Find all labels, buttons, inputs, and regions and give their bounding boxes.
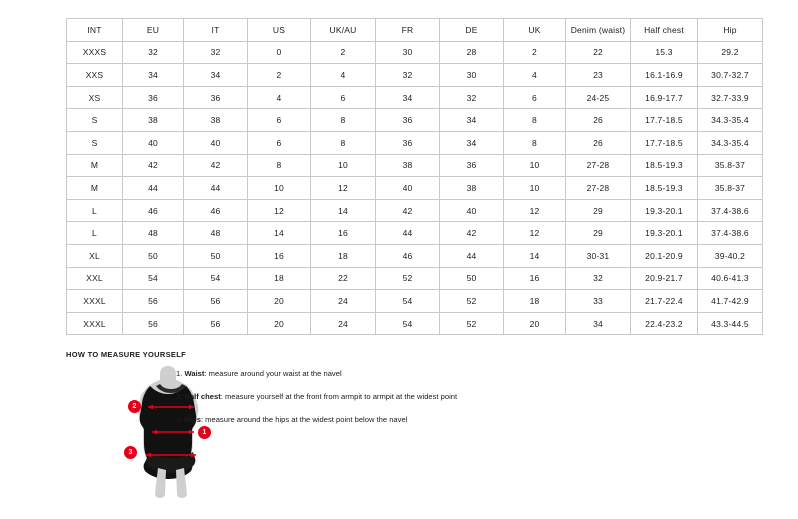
table-cell: 30-31 [566, 244, 631, 267]
table-cell: 16.1-16.9 [631, 64, 698, 87]
table-header-cell: UK [504, 19, 566, 42]
table-cell: 23 [566, 64, 631, 87]
table-header-cell: INT [67, 19, 123, 42]
table-cell: 6 [248, 109, 311, 132]
table-row [67, 267, 763, 290]
table-cell: M [67, 177, 123, 200]
table-cell: 36 [376, 131, 440, 154]
table-cell: M [67, 154, 123, 177]
table-header-cell: UK/AU [311, 19, 376, 42]
table-cell: 10 [248, 177, 311, 200]
measure-bullet-2: 2 [128, 400, 141, 413]
table-cell: 22 [311, 267, 376, 290]
table-cell: 42 [440, 222, 504, 245]
table-cell: 44 [440, 244, 504, 267]
table-cell: S [67, 131, 123, 154]
table-cell: 52 [440, 290, 504, 313]
table-cell: 10 [504, 154, 566, 177]
table-cell: 50 [440, 267, 504, 290]
table-cell: 2 [311, 41, 376, 64]
table-cell: 18 [311, 244, 376, 267]
table-cell: 24-25 [566, 86, 631, 109]
table-row [67, 154, 763, 177]
table-header-cell: US [248, 19, 311, 42]
table-cell: 18 [504, 290, 566, 313]
table-cell: 34 [440, 131, 504, 154]
table-cell: XS [67, 86, 123, 109]
table-cell: 34 [123, 64, 184, 87]
table-cell: 37.4-38.6 [698, 222, 763, 245]
table-cell: 44 [376, 222, 440, 245]
table-cell: 50 [184, 244, 248, 267]
table-cell: 54 [376, 290, 440, 313]
measure-instruction-text: : measure yourself at the front from armpit to armpit at the widest point [220, 392, 458, 401]
table-cell: 56 [123, 290, 184, 313]
table-cell: 19.3-20.1 [631, 222, 698, 245]
table-cell: 36 [440, 154, 504, 177]
table-cell: 35.8-37 [698, 177, 763, 200]
table-cell: 27-28 [566, 177, 631, 200]
table-cell: 48 [184, 222, 248, 245]
table-cell: 54 [123, 267, 184, 290]
size-chart-table-container [66, 18, 749, 335]
table-cell: 56 [184, 290, 248, 313]
table-cell: 54 [184, 267, 248, 290]
table-cell: 41.7-42.9 [698, 290, 763, 313]
table-cell: 8 [504, 131, 566, 154]
measure-instruction-term: Waist [184, 369, 205, 378]
table-cell: 29.2 [698, 41, 763, 64]
table-cell: 14 [504, 244, 566, 267]
measure-instruction-term: Hips [184, 415, 201, 424]
table-header-cell: DE [440, 19, 504, 42]
table-cell: 43.3-44.5 [698, 312, 763, 335]
table-header-row [67, 19, 763, 42]
table-cell: XXL [67, 267, 123, 290]
table-cell: 12 [311, 177, 376, 200]
table-cell: 32.7-33.9 [698, 86, 763, 109]
table-cell: 42 [376, 199, 440, 222]
table-cell: 36 [184, 86, 248, 109]
table-cell: S [67, 109, 123, 132]
measure-bullet-1: 1 [198, 426, 211, 439]
table-cell: 40 [184, 131, 248, 154]
table-cell: 35.8-37 [698, 154, 763, 177]
table-cell: 37.4-38.6 [698, 199, 763, 222]
table-cell: 2 [504, 41, 566, 64]
measure-instruction [176, 391, 696, 402]
table-cell: 12 [504, 222, 566, 245]
table-cell: 34 [376, 86, 440, 109]
table-cell: 29 [566, 222, 631, 245]
table-row [67, 199, 763, 222]
size-chart-table [66, 18, 763, 335]
measure-instruction-text: : measure around the hips at the widest point below the navel [200, 415, 408, 424]
table-header-cell: Hip [698, 19, 763, 42]
table-cell: 18.5-19.3 [631, 177, 698, 200]
measure-instruction-number: 1. [176, 369, 183, 378]
measure-instruction [176, 368, 696, 379]
measure-instruction-text: : measure around your waist at the navel [204, 369, 342, 378]
table-cell: 24 [311, 290, 376, 313]
table-cell: 46 [376, 244, 440, 267]
table-cell: 30.7-32.7 [698, 64, 763, 87]
table-cell: 44 [123, 177, 184, 200]
table-cell: 16 [504, 267, 566, 290]
table-cell: 0 [248, 41, 311, 64]
table-cell: 26 [566, 131, 631, 154]
table-cell: 32 [440, 86, 504, 109]
table-cell: 52 [376, 267, 440, 290]
table-cell: 56 [184, 312, 248, 335]
table-header-cell: FR [376, 19, 440, 42]
table-cell: 34 [440, 109, 504, 132]
table-cell: 22 [566, 41, 631, 64]
table-cell: 40.6-41.3 [698, 267, 763, 290]
table-cell: 40 [440, 199, 504, 222]
table-cell: 8 [248, 154, 311, 177]
table-cell: 21.7-22.4 [631, 290, 698, 313]
table-row [67, 290, 763, 313]
table-cell: 42 [184, 154, 248, 177]
table-cell: 8 [311, 109, 376, 132]
table-cell: 27-28 [566, 154, 631, 177]
table-cell: 30 [440, 64, 504, 87]
table-cell: 44 [184, 177, 248, 200]
how-to-measure-title: HOW TO MEASURE YOURSELF [66, 350, 186, 359]
table-cell: 46 [184, 199, 248, 222]
table-cell: 4 [311, 64, 376, 87]
measure-instructions-list [176, 368, 696, 437]
table-row [67, 177, 763, 200]
table-cell: 18.5-19.3 [631, 154, 698, 177]
table-cell: 20 [504, 312, 566, 335]
table-cell: 6 [311, 86, 376, 109]
table-cell: 22.4-23.2 [631, 312, 698, 335]
table-row [67, 109, 763, 132]
measure-instruction-number: 3. [176, 415, 183, 424]
table-row [67, 312, 763, 335]
table-cell: 36 [376, 109, 440, 132]
table-cell: 38 [376, 154, 440, 177]
table-header-cell: Denim (waist) [566, 19, 631, 42]
table-row [67, 131, 763, 154]
table-cell: 50 [123, 244, 184, 267]
table-cell: XXXS [67, 41, 123, 64]
table-cell: 19.3-20.1 [631, 199, 698, 222]
table-cell: 20 [248, 312, 311, 335]
how-to-measure-block [66, 364, 732, 504]
table-cell: 8 [504, 109, 566, 132]
table-cell: 48 [123, 222, 184, 245]
table-cell: 38 [123, 109, 184, 132]
table-cell: 32 [376, 64, 440, 87]
measure-instruction [176, 414, 696, 425]
table-cell: 17.7-18.5 [631, 109, 698, 132]
table-cell: 32 [184, 41, 248, 64]
table-cell: 10 [504, 177, 566, 200]
table-cell: 8 [311, 131, 376, 154]
table-cell: 32 [123, 41, 184, 64]
table-cell: 26 [566, 109, 631, 132]
table-row [67, 64, 763, 87]
table-cell: 17.7-18.5 [631, 131, 698, 154]
table-row [67, 222, 763, 245]
table-cell: 4 [504, 64, 566, 87]
table-cell: 16.9-17.7 [631, 86, 698, 109]
table-cell: 16 [248, 244, 311, 267]
table-cell: L [67, 199, 123, 222]
table-cell: 28 [440, 41, 504, 64]
table-cell: 16 [311, 222, 376, 245]
table-cell: 6 [504, 86, 566, 109]
table-cell: 6 [248, 131, 311, 154]
measure-instruction-number: 2. [176, 392, 183, 401]
table-cell: XXXL [67, 290, 123, 313]
table-cell: 34 [184, 64, 248, 87]
table-cell: 40 [123, 131, 184, 154]
table-cell: XXS [67, 64, 123, 87]
table-cell: 2 [248, 64, 311, 87]
measure-instruction-term: Half chest [184, 392, 221, 401]
table-cell: 20.9-21.7 [631, 267, 698, 290]
table-cell: 34 [566, 312, 631, 335]
table-cell: 34.3-35.4 [698, 131, 763, 154]
table-cell: 33 [566, 290, 631, 313]
table-cell: 56 [123, 312, 184, 335]
table-cell: 20.1-20.9 [631, 244, 698, 267]
table-cell: 20 [248, 290, 311, 313]
measure-bullet-3: 3 [124, 446, 137, 459]
table-cell: 38 [184, 109, 248, 132]
table-cell: 14 [311, 199, 376, 222]
table-cell: XL [67, 244, 123, 267]
table-cell: 54 [376, 312, 440, 335]
table-row [67, 86, 763, 109]
table-cell: 10 [311, 154, 376, 177]
table-cell: 39-40.2 [698, 244, 763, 267]
table-cell: 38 [440, 177, 504, 200]
table-cell: 29 [566, 199, 631, 222]
table-cell: 12 [248, 199, 311, 222]
table-cell: 46 [123, 199, 184, 222]
table-cell: 4 [248, 86, 311, 109]
table-cell: 18 [248, 267, 311, 290]
table-cell: 15.3 [631, 41, 698, 64]
table-cell: 32 [566, 267, 631, 290]
table-cell: XXXL [67, 312, 123, 335]
table-cell: 34.3-35.4 [698, 109, 763, 132]
table-header-cell: EU [123, 19, 184, 42]
table-header-cell: Half chest [631, 19, 698, 42]
table-cell: 40 [376, 177, 440, 200]
table-cell: 14 [248, 222, 311, 245]
table-cell: 42 [123, 154, 184, 177]
table-cell: 36 [123, 86, 184, 109]
table-cell: 12 [504, 199, 566, 222]
table-cell: 52 [440, 312, 504, 335]
table-cell: 24 [311, 312, 376, 335]
table-row [67, 244, 763, 267]
table-cell: L [67, 222, 123, 245]
table-row [67, 41, 763, 64]
table-cell: 30 [376, 41, 440, 64]
table-header-cell: IT [184, 19, 248, 42]
